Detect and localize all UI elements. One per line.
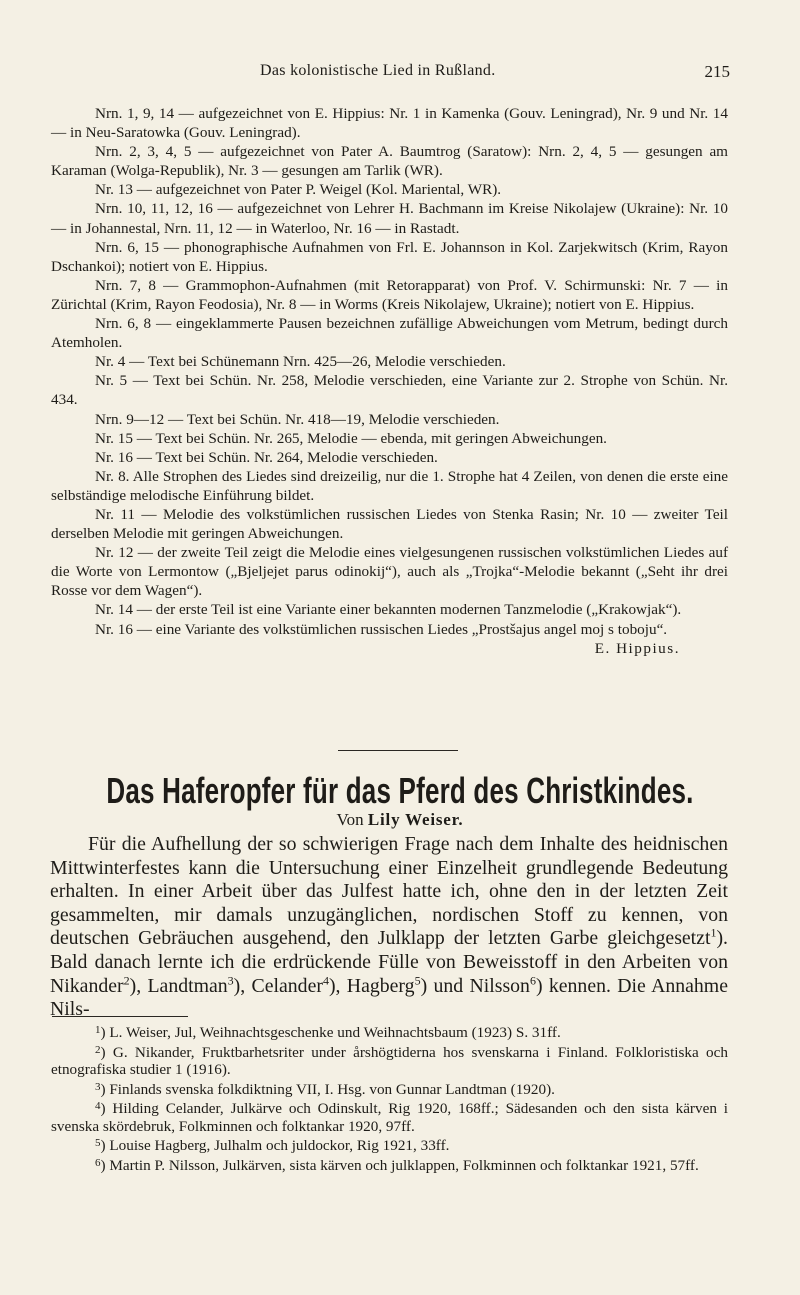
footnote (51, 1042, 728, 1079)
footnote-text: ) G. Nikander, Fruktbarhetsriter under årshögtiderna hos svenskarna i Finland. Folkloristiska och etnografiska studier 1 (1916). (51, 1043, 728, 1078)
footnote-reference[interactable]: 2 (123, 972, 130, 987)
footnote-reference[interactable]: 5 (414, 972, 421, 987)
footnote-text: ) Hilding Celander, Julkärve och Odinskult, Rig 1920, 168ff.; Sädesanden och den sista kärven i svenska skördebruk, Folkminnen och folktankar 1920, 97ff. (51, 1100, 728, 1135)
body-text-run: ) und Nilsson (420, 974, 530, 997)
footnote-mark: 5 (95, 1137, 101, 1149)
note-paragraph: Nr. 15 — Text bei Schün. Nr. 265, Melodie — ebenda, mit geringen Abweichungen. (95, 429, 607, 447)
footnote-reference[interactable]: 3 (227, 972, 234, 987)
byline (0, 810, 800, 830)
footnote-mark: 3 (95, 1080, 101, 1093)
body-text-run: ), Celander (233, 974, 323, 997)
note-paragraph: Nrn. 7, 8 — Grammophon-Aufnahmen (mit Retorapparat) von Prof. V. Schirmunski: Nr. 7 — in Zürichtal (Krim, Rayon Feodosia), Nr. 8 — in Worms (Kreis Nikolajew, Ukraine); notiert von E. Hippius. (51, 276, 728, 313)
note-paragraph: Nr. 14 — der erste Teil ist eine Variante einer bekannten modernen Tanzmelodie („Krakowjak“). (95, 601, 682, 619)
note-paragraph: Nrn. 6, 15 — phonographische Aufnahmen von Frl. E. Johannson in Kol. Zarjekwitsch (Krim, Rayon Dschankoi); notiert von E. Hippius. (51, 238, 728, 275)
author-name: Lily Weiser. (367, 810, 464, 829)
editorial-notes (51, 104, 728, 658)
footnote (51, 1098, 728, 1135)
page-header (50, 62, 730, 86)
note-paragraph: Nr. 16 — Text bei Schün. Nr. 264, Melodie verschieden. (95, 448, 438, 466)
body-text-run: ), Landtman (129, 974, 228, 997)
note-paragraph: Nrn. 9—12 — Text bei Schün. Nr. 418—19, Melodie verschieden. (95, 410, 500, 428)
body-text-run: ), Hagberg (328, 974, 415, 997)
footnote (51, 1135, 728, 1155)
note-paragraph: Nrn. 2, 3, 4, 5 — aufgezeichnet von Pater A. Baumtrog (Saratow): Nrn. 2, 4, 5 — gesungen am Karaman (Wolga-Republik), Nr. 3 — gesungen am Tarlik (WR). (51, 143, 728, 180)
page-number: 215 (704, 62, 730, 81)
note-paragraph: Nrn. 6, 8 — eingeklammerte Pausen bezeichnen zufällige Abweichungen vom Metrum, bedingt durch Atemholen. (51, 315, 728, 352)
footnote-mark: 4 (95, 1100, 101, 1112)
footnote (51, 1079, 728, 1099)
note-paragraph: Nr. 4 — Text bei Schünemann Nrn. 425—26, Melodie verschieden. (95, 353, 506, 371)
footnote-text: ) Martin P. Nilsson, Julkärven, sista kärven och julklappen, Folkminnen och folktankar 1921, 57ff. (100, 1156, 699, 1174)
footnote (51, 1155, 728, 1175)
note-paragraph: Nr. 11 — Melodie des volkstümlichen russischen Liedes von Stenka Rasin; Nr. 10 — zweiter Teil derselben Melodie mit geringen Abweichungen. (51, 505, 728, 543)
footnote-reference[interactable]: 1 (710, 925, 717, 940)
note-paragraph: Nr. 5 — Text bei Schün. Nr. 258, Melodie verschieden, eine Variante zur 2. Strophe von Schün. Nr. 434. (51, 372, 728, 409)
body-paragraph (50, 833, 728, 1022)
footnote-mark: 2 (95, 1043, 101, 1056)
article-title: Das Haferopfer für das Pferd des Christkindes. (106, 770, 694, 812)
footnote-text: ) Louise Hagberg, Julhalm och juldockor, Rig 1921, 33ff. (100, 1137, 450, 1154)
body-text-run: ). Bald danach lernte ich die erdrückende Fülle von Beweisstoff in den Arbeiten von Nikander (50, 927, 728, 997)
note-paragraph: Nrn. 10, 11, 12, 16 — aufgezeichnet von Lehrer H. Bachmann im Kreise Nikolajew (Ukraine): Nr. 10 — in Johannestal, Nrn. 11, 12 — in Waterloo, Nr. 16 — in Rastadt. (51, 200, 728, 237)
footnote-mark: 1 (95, 1024, 101, 1036)
note-paragraph: Nr. 8. Alle Strophen des Liedes sind dreizeilig, nur die 1. Strophe hat 4 Zeilen, von denen die erste eine selbständige melodische Einführung bildet. (51, 467, 728, 504)
section-divider (338, 750, 458, 751)
footnote-divider (52, 1016, 188, 1017)
footnote-text: ) L. Weiser, Jul, Weihnachtsgeschenke und Weihnachtsbaum (1923) S. 31ff. (100, 1024, 561, 1041)
footnote-reference[interactable]: 6 (529, 972, 536, 987)
article-body (50, 833, 728, 1022)
notes-signature: E. Hippius. (594, 639, 680, 657)
note-paragraph: Nr. 12 — der zweite Teil zeigt die Melodie eines vielgesungenen russischen volkstümlichen Liedes auf die Worte von Lermontow („Bjeljejet parus odinokij“), auch als „Trojka“-Melodie bekannt („Seht ihr drei Rosse vor dem Wagen“). (51, 544, 728, 600)
note-paragraph: Nr. 16 — eine Variante des volkstümlichen russischen Liedes „Prostšajus angel moj s toboju“. (95, 620, 668, 638)
footnote-text: ) Finlands svenska folkdiktning VII, I. Hsg. von Gunnar Landtman (1920). (100, 1080, 555, 1098)
note-paragraph: Nr. 13 — aufgezeichnet von Pater P. Weigel (Kol. Mariental, WR). (95, 181, 502, 199)
footnote-mark: 6 (95, 1156, 101, 1169)
body-text-run: ) kennen. Die Annahme Nils- (50, 974, 728, 1021)
byline-prefix: Von (336, 810, 364, 829)
footnotes (51, 1022, 728, 1174)
running-title: Das kolonistische Lied in Rußland. (260, 62, 496, 79)
body-text-run: Für die Aufhellung der so schwierigen Frage nach dem Inhalte des heidnischen Mittwinterfestes kann die Untersuchung einer Einzelheit grundlegende Bedeutung erhalten. In einer Arbeit über das Julfest hatte ich, ohne den in der letzten Zeit gesammelten, mir damals unzugänglichen, nordischen Stoff zu kennen, von deutschen Gebräuchen ausgehend, den Julklapp der letzten Garbe gleichgesetzt (50, 833, 728, 950)
footnote-reference[interactable]: 4 (322, 972, 329, 987)
footnote (51, 1022, 728, 1042)
note-paragraph: Nrn. 1, 9, 14 — aufgezeichnet von E. Hippius: Nr. 1 in Kamenka (Gouv. Leningrad), Nr. 9 und Nr. 14 — in Neu-Saratowka (Gouv. Leningrad). (51, 105, 728, 142)
